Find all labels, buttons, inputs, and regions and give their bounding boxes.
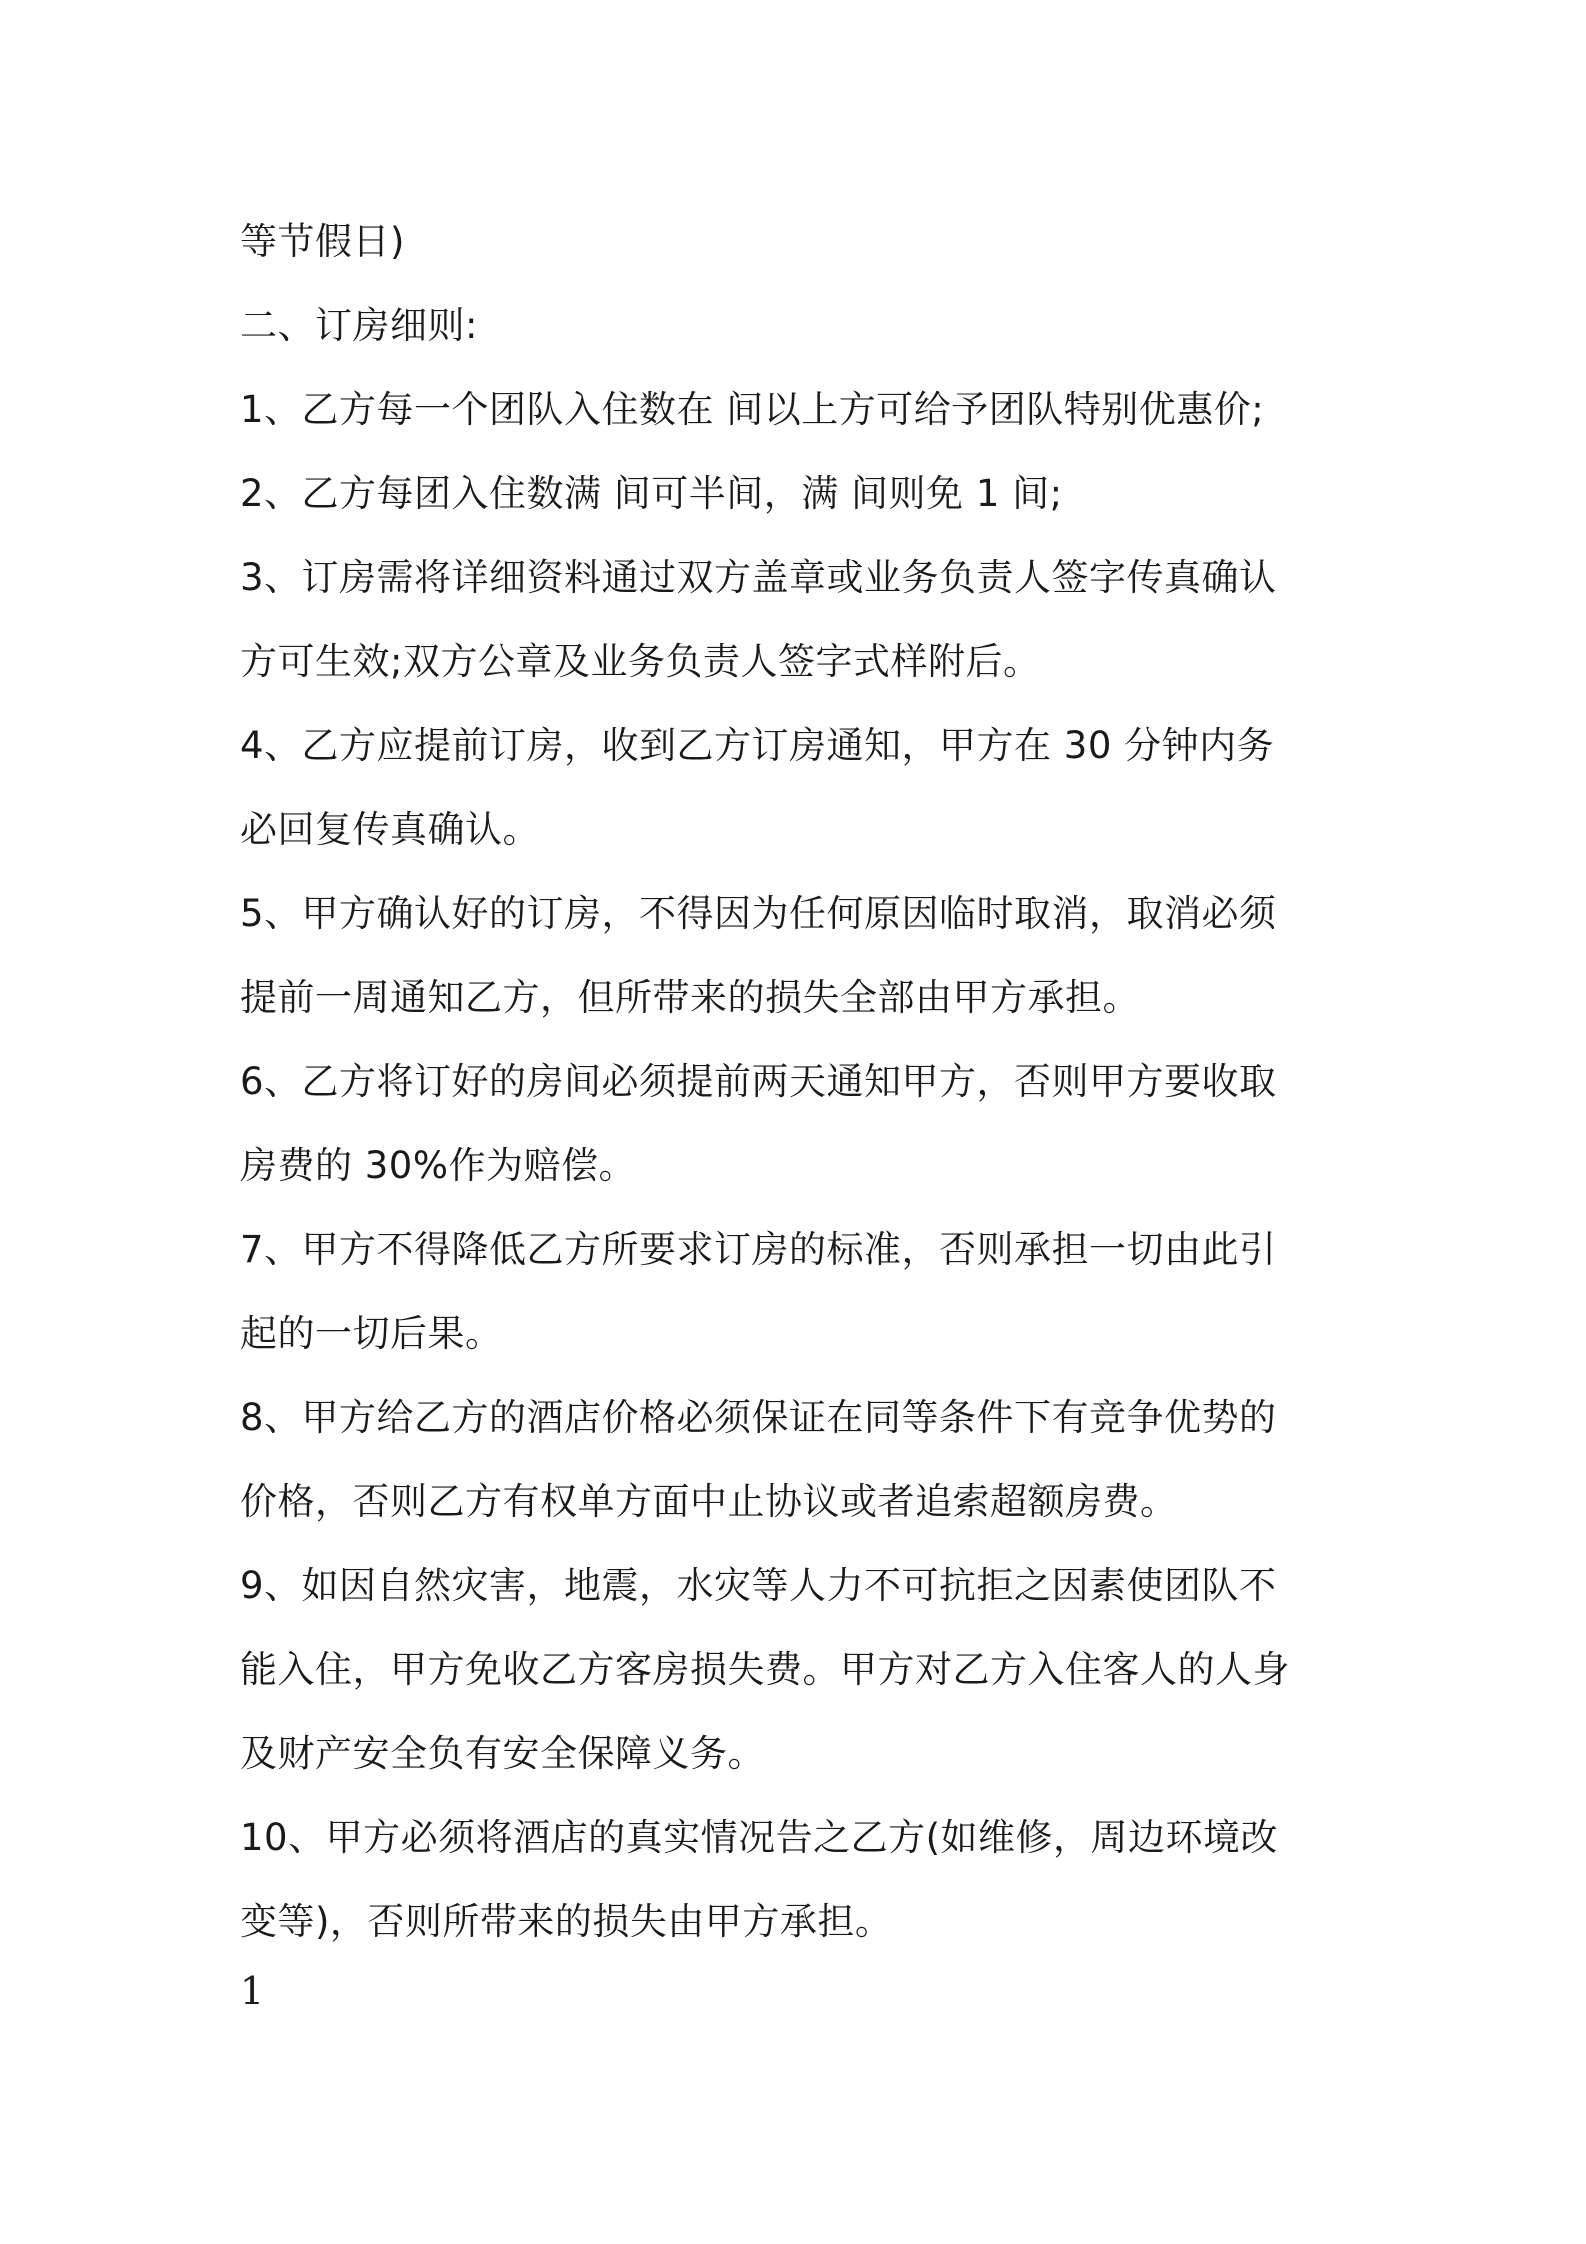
clause-6: 6、乙方将订好的房间必须提前两天通知甲方，否则甲方要收取 <box>240 1060 1277 1103</box>
document-body <box>240 200 1360 1964</box>
clause-6-cont: 房费的 30%作为赔偿。 <box>240 1144 636 1187</box>
clause-10: 10、甲方必须将酒店的真实情况告之乙方(如维修，周边环境改 <box>240 1816 1279 1859</box>
clause-7-cont: 起的一切后果。 <box>240 1312 503 1355</box>
clause-9: 9、如因自然灾害，地震，水灾等人力不可抗拒之因素使团队不 <box>240 1564 1277 1607</box>
clause-4-cont: 必回复传真确认。 <box>240 808 540 851</box>
clause-5-cont: 提前一周通知乙方，但所带来的损失全部由甲方承担。 <box>240 976 1140 1019</box>
section-heading: 二、订房细则: <box>240 304 478 347</box>
clause-9-cont-2: 及财产安全负有安全保障义务。 <box>240 1732 765 1775</box>
clause-9-cont: 能入住，甲方免收乙方客房损失费。甲方对乙方入住客人的人身 <box>240 1648 1290 1691</box>
clause-2: 2、乙方每团入住数满 间可半间，满 间则免 1 间; <box>240 472 1063 515</box>
clause-10-cont: 变等)，否则所带来的损失由甲方承担。 <box>240 1900 893 1943</box>
clause-4: 4、乙方应提前订房，收到乙方订房通知，甲方在 30 分钟内务 <box>240 724 1275 767</box>
clause-3-cont: 方可生效;双方公章及业务负责人签字式样附后。 <box>240 640 1041 683</box>
text-line: 等节假日) <box>240 220 405 263</box>
clause-1: 1、乙方每一个团队入住数在 间以上方可给予团队特别优惠价; <box>240 388 1265 431</box>
clause-7: 7、甲方不得降低乙方所要求订房的标准，否则承担一切由此引 <box>240 1228 1277 1271</box>
clause-3: 3、订房需将详细资料通过双方盖章或业务负责人签字传真确认 <box>240 556 1277 599</box>
page-number: 1 <box>240 1969 265 2013</box>
clause-8: 8、甲方给乙方的酒店价格必须保证在同等条件下有竞争优势的 <box>240 1396 1277 1439</box>
clause-5: 5、甲方确认好的订房，不得因为任何原因临时取消，取消必须 <box>240 892 1277 935</box>
clause-8-cont: 价格，否则乙方有权单方面中止协议或者追索超额房费。 <box>240 1480 1178 1523</box>
